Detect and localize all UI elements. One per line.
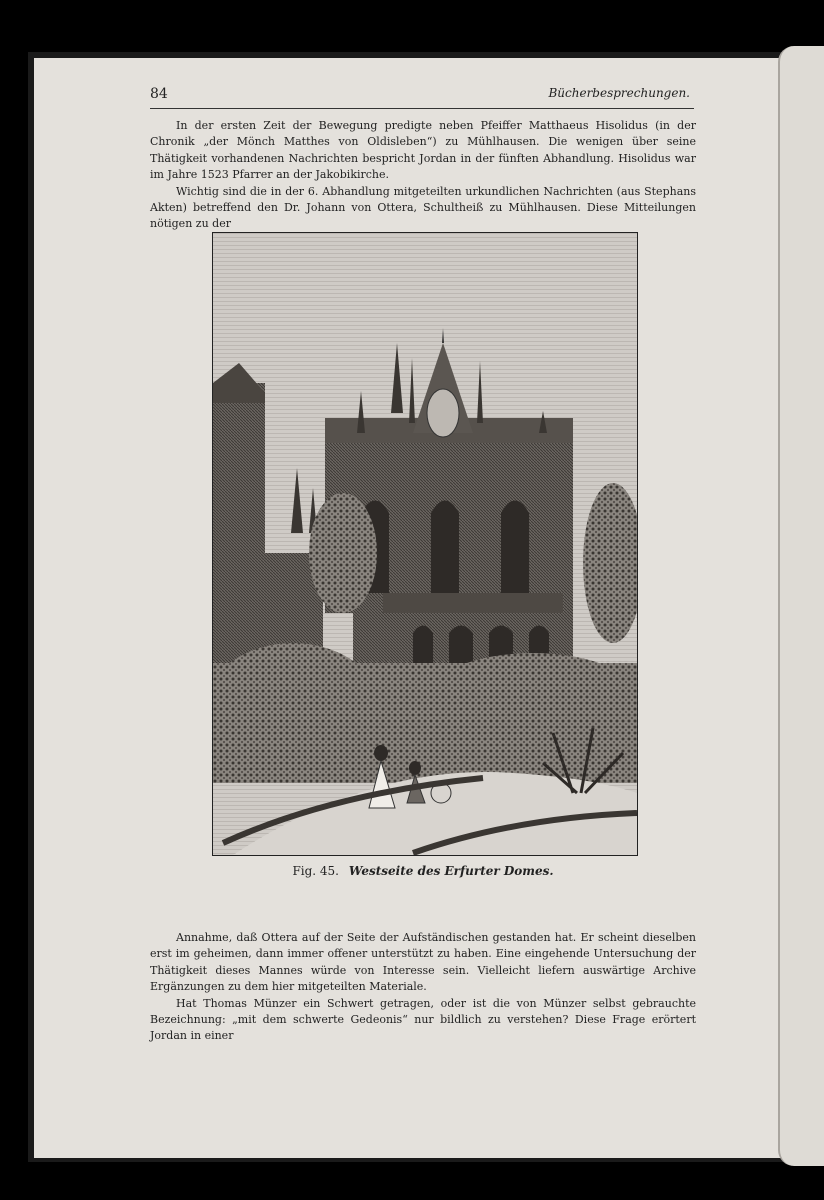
figure-caption — [150, 864, 696, 878]
paragraph: In der ersten Zeit der Bewegung predigte neben Pfeiffer Matthaeus Hisolidus (in der Chronik „der Mönch Matthes von Oldisleben“) zu Mühlhausen. Die wenigen über seine Thätigkeit vorhandenen Nachrichten bespricht Jordan in der fünften Abhandlung. Hisolidus war im Jahre 1523 Pfarrer an der Jakobikirche. — [150, 119, 696, 182]
figure-illustration — [212, 232, 638, 856]
paragraph: Wichtig sind die in der 6. Abhandlung mitgeteilten urkundlichen Nachrichten (aus Stephans Akten) betreffend den Dr. Johann von Ottera, Schultheiß zu Mühlhausen. Diese Mitteilungen nötigen zu der — [150, 184, 696, 231]
page-number: 84 — [150, 86, 168, 102]
cathedral-engraving — [213, 233, 637, 855]
text-block-top — [150, 118, 696, 233]
running-head: Bücherbesprechungen. — [548, 86, 690, 100]
paragraph: Annahme, daß Ottera auf der Seite der Aufständischen gestanden hat. Er scheint dieselben erst im geheimen, dann immer offener unterstützt zu haben. Eine eingehende Untersuchung der Thätigkeit dieses Mannes würde von Interesse sein. Vielleicht liefern auswärtige Archive Ergänzungen zu dem hier mitgeteilten Materiale. — [150, 931, 696, 994]
text-block-bottom — [150, 930, 696, 1045]
next-page-edge — [778, 46, 824, 1166]
figure-label: Fig. 45. — [292, 864, 339, 878]
figure-title: Westseite des Erfurter Domes. — [348, 864, 554, 878]
page-header — [150, 86, 694, 109]
paragraph: Hat Thomas Münzer ein Schwert getragen, oder ist die von Münzer selbst gebrauchte Bezeichnung: „mit dem schwerte Gedeonis“ nur bildlich zu verstehen? Diese Frage erörtert Jordan in einer — [150, 996, 696, 1043]
